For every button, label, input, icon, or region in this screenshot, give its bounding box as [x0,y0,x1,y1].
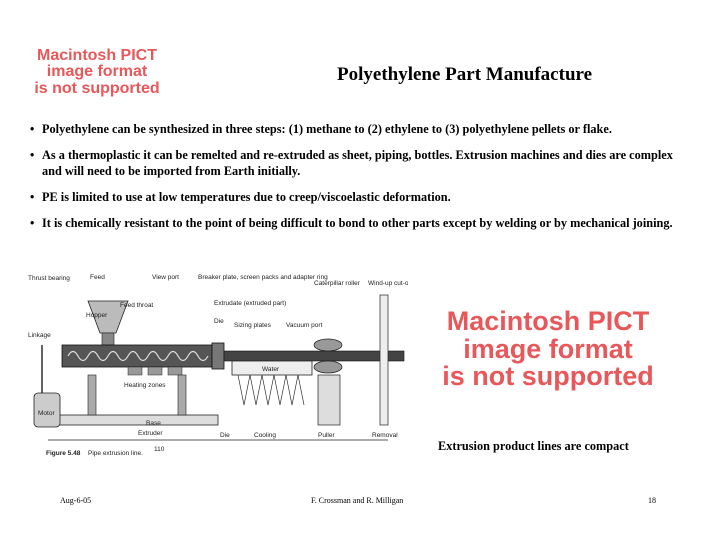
placeholder-line: is not supported [34,79,160,97]
puller-roller-bottom [314,361,342,373]
pipe-extrusion-figure [28,265,408,463]
machine-base [48,415,218,425]
support-leg [88,375,96,415]
label-thrust-bearing: Thrust bearing [28,275,70,282]
placeholder-line: is not supported [442,361,654,392]
label-puller: Puller [318,432,335,439]
label-vacuum-port: Vacuum port [286,322,323,329]
support-leg [178,375,186,415]
footer-page-number: 18 [648,496,656,505]
label-feed: Feed [90,274,105,281]
label-extruder: Extruder [138,430,163,437]
figure-caption-text: Pipe extrusion line. [88,450,143,457]
label-linkage: Linkage [28,332,51,339]
bullet-item: • Polyethylene can be synthesized in three steps: (1) methane to (2) ethylene to (3) polyethylene pellets or flake. [28,121,693,137]
die-shape [212,343,224,369]
extruded-pipe [224,351,404,361]
footer-authors: F. Crossman and R. Milligan [311,496,404,505]
placeholder-line: Macintosh PICT [36,47,157,64]
label-removal: Removal [372,432,398,439]
bullet-list [28,121,693,231]
label-hopper: Hopper [86,312,108,319]
placeholder-line: image format [46,63,148,81]
heater-band [148,367,162,375]
label-wind-up-cutoff: Wind-up cut-off [368,280,408,287]
label-motor: Motor [38,410,55,417]
heater-band [168,367,182,375]
label-feed-throat: Feed throat [120,302,154,309]
bullet-item: • As a thermoplastic it can be remelted and re-extruded as sheet, piping, bottles. Extrusion machines and dies are complex and will need to be imported from Earth initially. [28,147,693,179]
figure-number: Figure 5.48 [46,450,81,457]
figure-side-caption: Extrusion product lines are compact [438,439,629,453]
label-water: Water [262,366,280,373]
tank-truss [238,375,304,405]
bullet-item: • PE is limited to use at low temperatures due to creep/viscoelastic deformation. [28,189,693,205]
puller-roller-top [314,339,342,351]
label-view-port: View port [152,274,179,281]
placeholder-line: image format [463,333,633,364]
label-die-bottom: Die [220,432,230,439]
label-extrudate: Extrudate (extruded part) [214,300,287,307]
label-heating-zones: Heating zones [124,382,166,389]
label-cooling: Cooling [254,432,277,439]
label-base: Base [146,420,161,427]
heater-band [128,367,142,375]
pipe-extrusion-diagram [28,265,408,463]
unsupported-image-placeholder-small [22,48,172,97]
bullet-item: • It is chemically resistant to the point of being difficult to bond to other parts except by welding or by mechanical joining. [28,215,693,231]
feed-throat-shape [102,333,114,345]
label-die: Die [214,318,224,325]
puller-stand [318,375,340,425]
placeholder-line: Macintosh PICT [446,306,650,336]
label-breaker-plate: Breaker plate, screen packs and adapter ring [198,274,328,281]
label-sizing-plates: Sizing plates [234,322,271,329]
extruder-barrel [62,345,212,367]
figure-reference: 110 [154,446,165,453]
unsupported-image-placeholder-large [425,308,671,391]
footer-date: Aug-6-05 [60,496,92,505]
slide-title: Polyethylene Part Manufacture [337,64,593,85]
label-caterpillar-roller: Caterpillar roller [314,280,360,287]
heating-zone-bands [128,367,182,375]
cutoff-stand [380,295,388,425]
